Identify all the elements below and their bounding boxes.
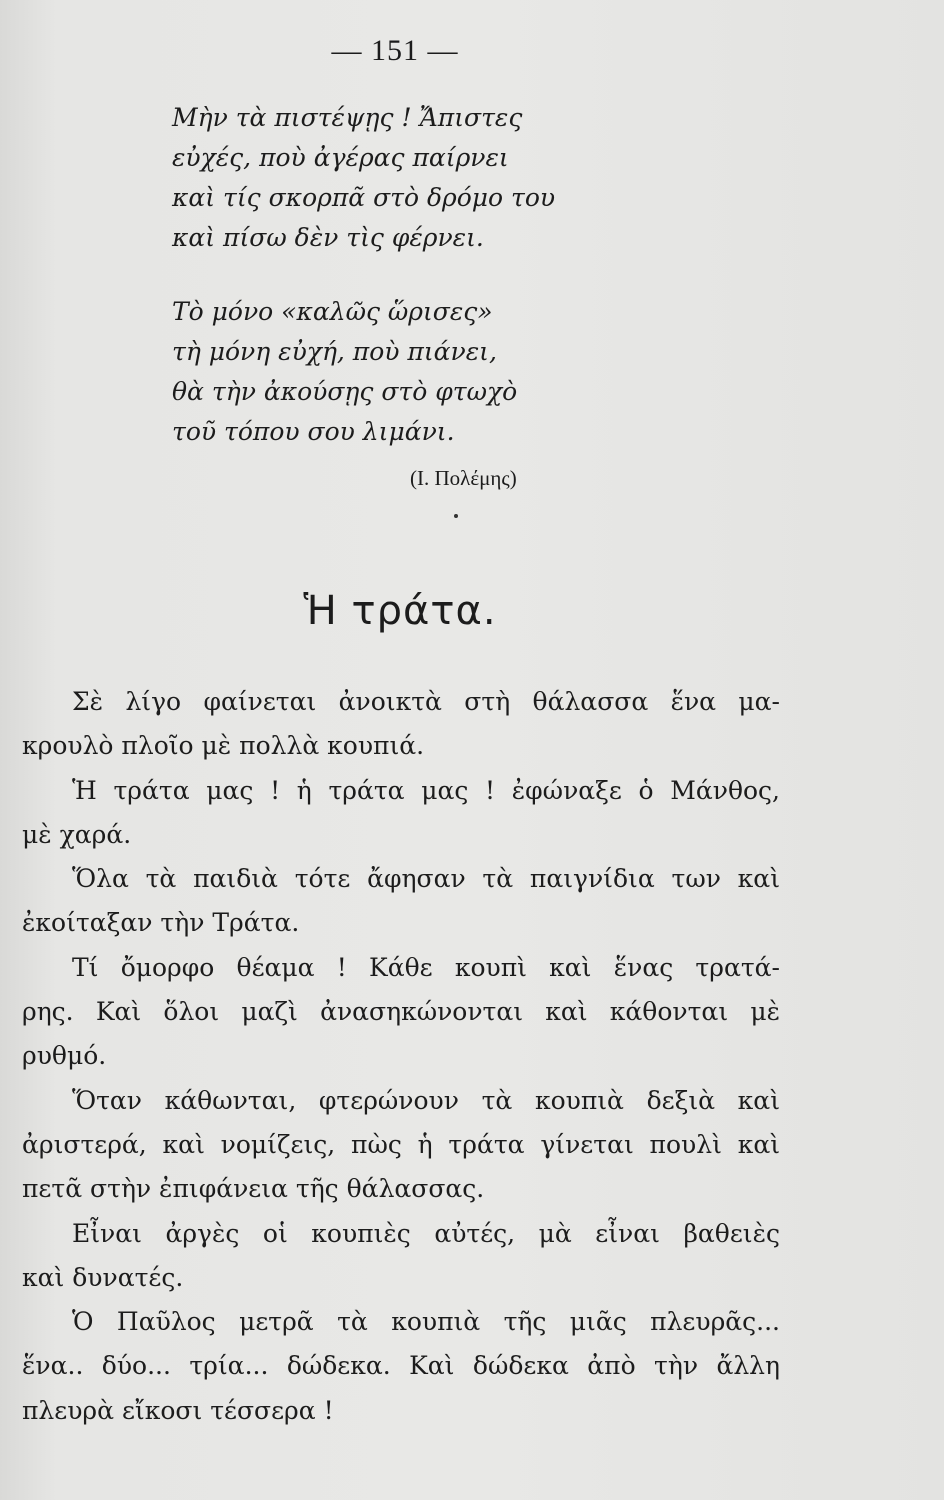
poem-line: θὰ τὴν ἀκούσῃς στὸ φτωχὸ [172,377,518,406]
poem-line: Μὴν τὰ πιστέψῃς ! Ἄπιστες [172,103,523,132]
poem-line: τὴ μόνη εὐχή, ποὺ πιάνει, [172,337,497,366]
poem [172,98,652,486]
poem-line: τοῦ τόπου σου λιμάνι. [172,417,455,446]
prose-line: πετᾶ στὴν ἐπιφάνεια τῆς θάλασσας. [22,1174,485,1204]
poem-line: Τὸ μόνο «καλῶς ὥρισες» [172,297,493,326]
prose-line: καὶ δυνατές. [22,1262,184,1292]
prose-line: Ὁ Παῦλος μετρᾶ τὰ κουπιὰ τῆς μιᾶς πλευρᾶς... [72,1307,780,1337]
prose-line: ρης. Καὶ ὅλοι μαζὶ ἀνασηκώνονται καὶ κάθονται μὲ [22,997,780,1027]
section-heading: Ἡ τράτα. [303,588,497,634]
prose-line: Εἶναι ἀργὲς οἱ κουπιὲς αὐτές, μὰ εἶναι βαθειὲς [72,1218,780,1248]
prose-line: Ὅταν κάθωνται, φτερώνουν τὰ κουπιὰ δεξιὰ καὶ [72,1085,780,1115]
prose-line: κρουλὸ πλοῖο μὲ πολλὰ κουπιά. [22,731,425,761]
poem-line: καὶ τίς σκορπᾶ στὸ δρόμο του [172,183,556,212]
prose-body [22,680,780,1433]
prose-line: ἐκοίταξαν τὴν Τράτα. [22,908,300,938]
poem-stanza-1 [172,98,652,258]
poem-stanza-2 [172,292,652,452]
prose-line: ἀριστερά, καὶ νομίζεις, πὼς ἡ τράτα γίνεται πουλὶ καὶ [22,1129,780,1159]
poem-attribution: (Ι. Πολέμης) [410,466,517,490]
prose-line: ρυθμό. [22,1041,107,1071]
prose-line: Σὲ λίγο φαίνεται ἀνοικτὰ στὴ θάλασσα ἕνα μα- [72,687,780,716]
prose-line: Τί ὄμορφο θέαμα ! Κάθε κουπὶ καὶ ἕνας τρατά- [72,952,780,982]
separator-dot [454,514,458,518]
prose-line: πλευρὰ εἴκοσι τέσσερα ! [22,1395,334,1425]
prose-line: μὲ χαρά. [22,819,132,849]
prose-line: ἕνα.. δύο... τρία... δώδεκα. Καὶ δώδεκα ἀπὸ τὴν ἄλλη [22,1351,780,1381]
prose-line: Ὅλα τὰ παιδιὰ τότε ἄφησαν τὰ παιγνίδια των καὶ [72,864,780,894]
prose-line: Ἡ τράτα μας ! ἡ τράτα μας ! ἐφώναξε ὁ Μάνθος, [72,775,780,805]
poem-line: εὐχές, ποὺ ἀγέρας παίρνει [172,143,509,172]
poem-line: καὶ πίσω δὲν τὶς φέρνει. [172,223,484,252]
page-number: — 151 — [331,34,459,67]
